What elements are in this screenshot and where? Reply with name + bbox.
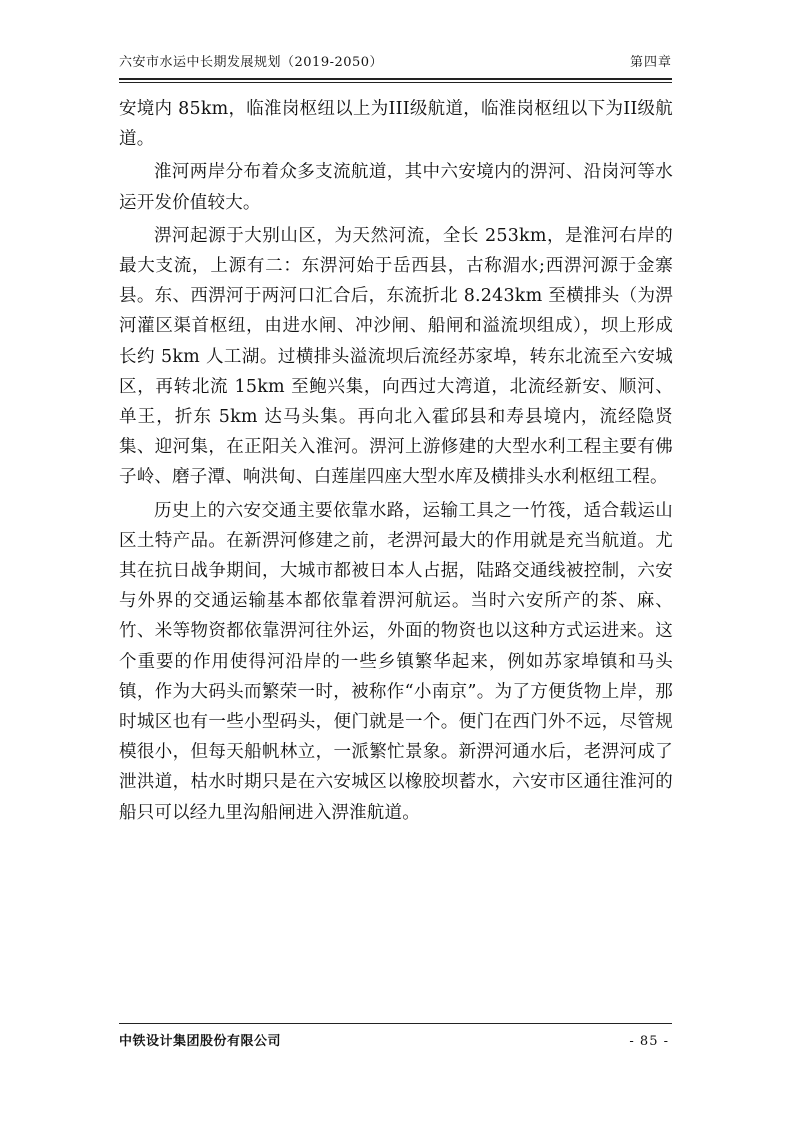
paragraph-2: 淮河两岸分布着众多支流航道，其中六安境内的淠河、沿岗河等水运开发价值较大。	[119, 162, 673, 213]
page-body	[119, 94, 673, 831]
paragraph-3: 淠河起源于大别山区，为天然河流，全长 253km，是淮河右岸的最大支流，上源有二：东淠河始于岳西县，古称湄水;西淠河源于金寨县。东、西淠河于两河口汇合后，东流折北 8.243km 至横排头（为淠河灌区渠首枢纽，由进水闸、冲沙闸、船闸和溢流坝组成），坝上形成长约 5km 人工湖。过横排头溢流坝后流经苏家埠，转东北流至六安城区，再转北流 15km 至鲍兴集，向西过大湾道，北流经新安、顺河、单王，折东 5km 达马头集。再向北入霍邱县和寿县境内，流经隐贤集、迎河集，在正阳关入淮河。淠河上游修建的大型水利工程主要有佛子岭、磨子潭、响洪甸、白莲崖四座大型水库及横排头水利枢纽工程。	[119, 225, 673, 488]
paragraph-4: 历史上的六安交通主要依靠水路，运输工具之一竹筏，适合载运山区土特产品。在新淠河修建之前，老淠河最大的作用就是充当航道。尤其在抗日战争期间，大城市都被日本人占据，陆路交通线被控制，六安与外界的交通运输基本都依靠着淠河航运。当时六安所产的茶、麻、竹、米等物资都依靠淠河往外运，外面的物资也以这种方式运进来。这个重要的作用使得河沿岸的一些乡镇繁华起来，例如苏家埠镇和马头镇，作为大码头而繁荣一时，被称作“小南京”。为了方便货物上岸，那时城区也有一些小型码头，便门就是一个。便门在西门外不远，尽管规模很小，但每天船帆林立，一派繁忙景象。新淠河通水后，老淠河成了泄洪道，枯水时期只是在六安城区以橡胶坝蓄水，六安市区通往淮河的船只可以经九里沟船闸进入淠淮航道。	[119, 500, 673, 823]
company-name: 中铁设计集团股份有限公司	[119, 1034, 282, 1049]
page-header	[119, 52, 672, 74]
document-title: 六安市水运中长期发展规划（2019-2050）	[119, 55, 384, 70]
header-divider	[119, 78, 672, 80]
page-number: - 85 -	[629, 1034, 669, 1049]
header-divider-thin	[119, 82, 672, 83]
chapter-label: 第四章	[629, 55, 672, 70]
footer-divider	[119, 1023, 672, 1024]
paragraph-1: 安境内 85km，临淮岗枢纽以上为III级航道，临淮岗枢纽以下为II级航道。	[119, 99, 673, 150]
